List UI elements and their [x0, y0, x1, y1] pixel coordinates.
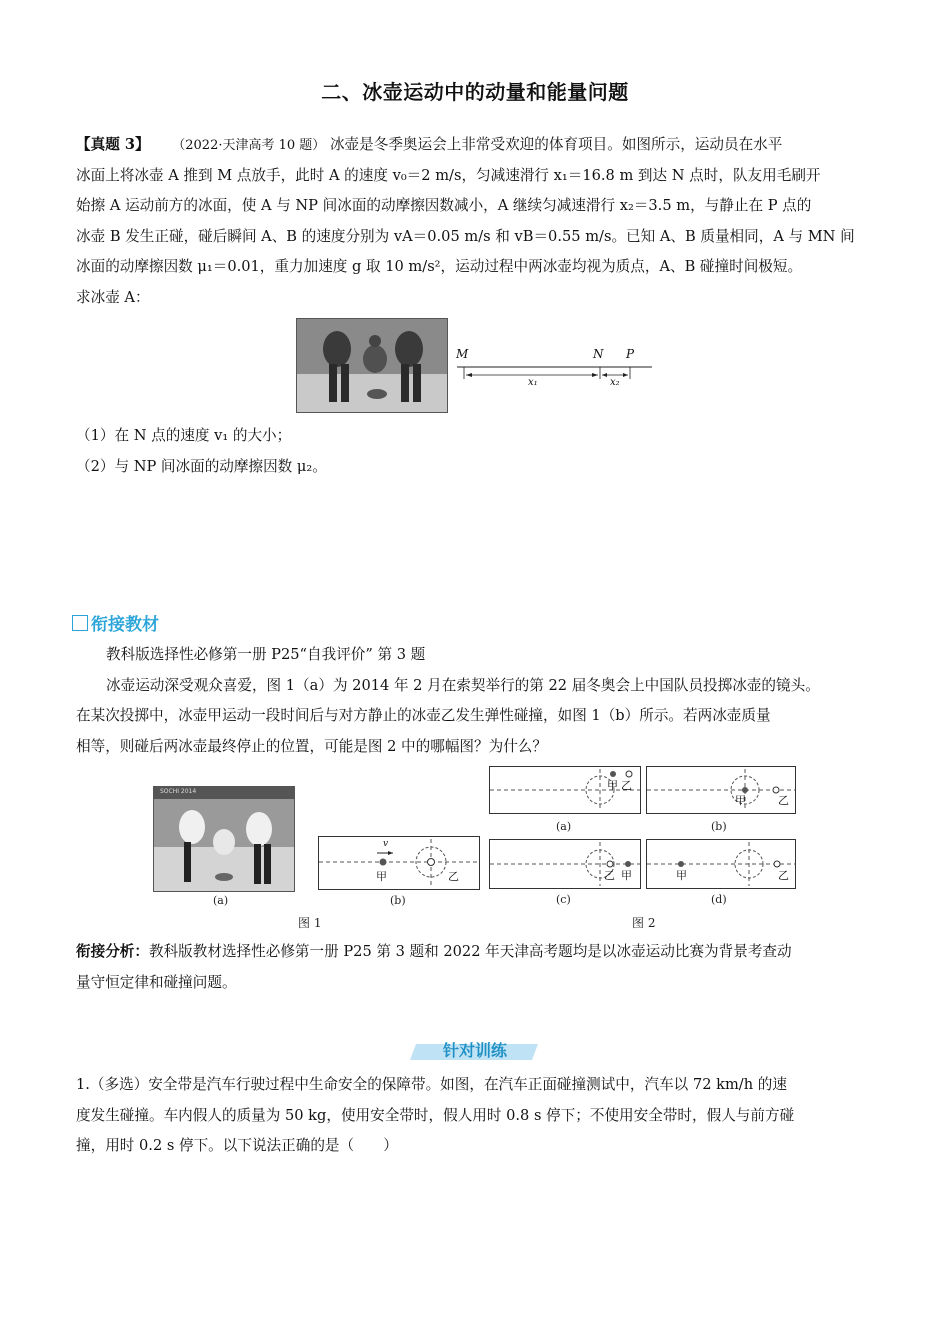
training-banner [410, 1040, 540, 1062]
velocity-label: v [383, 839, 389, 849]
problem-line-4: 冰壶 B 发生正碰，碰后瞬间 A、B 的速度分别为 vA＝0.05 m/s 和 vB＝0.55 m/s。已知 A、B 质量相同，A 与 MN 间 [76, 227, 855, 245]
training-banner-text: 针对训练 [442, 1041, 507, 1060]
fig1-b-caption: (b) [390, 894, 406, 907]
fig2-c-panel [489, 839, 641, 889]
question-1: （1）在 N 点的速度 v₁ 的大小； [76, 427, 292, 444]
label-x2: x₂ [610, 377, 620, 388]
jia-label: 甲 [621, 869, 632, 882]
link-line-1: 冰壶运动深受观众喜爱，图 1（a）为 2014 年 2 月在索契举行的第 22 届冬奥会上中国队员投掷冰壶的镜头。 [106, 676, 820, 694]
problem-line-6: 求冰壶 A： [76, 288, 150, 306]
fig2-a-panel [489, 766, 641, 814]
analysis-block [76, 937, 876, 998]
curling-photo-2 [153, 786, 295, 892]
fig2-title: 图 2 [632, 916, 656, 930]
jia-label: 甲 [607, 779, 618, 792]
curling-sochi-illustration [154, 787, 294, 891]
training-line-2: 度发生碰撞。车内假人的质量为 50 kg，使用安全带时，假人用时 0.8 s 停下；不使用安全带时，假人与前方碰 [76, 1106, 795, 1124]
fig2-a-caption: (a) [556, 820, 572, 833]
problem-block [76, 130, 876, 313]
analysis-line-2: 量守恒定律和碰撞问题。 [76, 973, 237, 991]
fig2-c-svg [490, 840, 640, 888]
link-section-body [76, 640, 876, 762]
mnp-diagram [452, 345, 657, 395]
problem-label: 【真题 3】 [76, 136, 150, 153]
page-title: 二、冰壶运动中的动量和能量问题 [321, 80, 629, 104]
fig2-d-panel [646, 839, 796, 889]
link-line-2: 在某次投掷中，冰壶甲运动一段时间后与对方静止的冰壶乙发生弹性碰撞，如图 1（b）所示。若两冰壶质量 [76, 707, 771, 724]
training-line-3: 撞，用时 0.2 s 停下。以下说法正确的是（ ） [76, 1137, 398, 1154]
label-m: M [456, 347, 469, 361]
jia-label: 甲 [676, 869, 687, 882]
yi-label: 乙 [604, 869, 615, 882]
link-section-heading: 衔接教材 [72, 610, 159, 635]
problem-line-5: 冰面的动摩擦因数 μ₁＝0.01，重力加速度 g 取 10 m/s²，运动过程中两冰壶均视为质点，A、B 碰撞时间极短。 [76, 258, 803, 275]
problem-line-1: 冰壶是冬季奥运会上非常受欢迎的体育项目。如图所示，运动员在水平 [329, 136, 783, 153]
fig1-b-panel [318, 836, 480, 890]
jia-label: 甲 [376, 870, 387, 883]
fig2-c-caption: (c) [556, 893, 571, 906]
label-x1: x₁ [528, 377, 538, 388]
yi-label: 乙 [778, 794, 789, 807]
yi-label: 乙 [621, 779, 632, 792]
jia-label: 甲 [735, 794, 746, 807]
yi-label: 乙 [448, 870, 459, 883]
link-line-3: 相等，则碰后两冰壶最终停止的位置，可能是图 2 中的哪幅图？为什么？ [76, 737, 547, 755]
problem-line-3: 始擦 A 运动前方的冰面，使 A 与 NP 间冰面的动摩擦因数减小，A 继续匀减速滑行 x₂＝3.5 m，与静止在 P 点的 [76, 197, 812, 214]
square-icon [72, 615, 88, 631]
fig2-b-svg [647, 767, 795, 813]
label-p: P [626, 347, 635, 361]
curling-players-illustration [297, 319, 447, 412]
yi-label: 乙 [778, 869, 789, 882]
fig2-d-svg [647, 840, 795, 888]
problem-line-2: 冰面上将冰壶 A 推到 M 点放手，此时 A 的速度 v₀＝2 m/s，匀减速滑行 x₁＝16.8 m 到达 N 点时，队友用毛刷开 [76, 166, 821, 184]
curling-photo-1 [296, 318, 448, 413]
analysis-line-1: 教科版教材选择性必修第一册 P25 第 3 题和 2022 年天津高考题均是以冰壶运动比赛为背景考查动 [148, 943, 792, 960]
questions-block [76, 421, 876, 482]
fig2-d-caption: (d) [711, 893, 727, 906]
label-n: N [593, 347, 604, 361]
fig2-b-caption: (b) [711, 820, 727, 833]
training-block [76, 1070, 876, 1162]
fig1-title: 图 1 [298, 916, 322, 930]
fig1-a-caption: (a) [213, 894, 229, 907]
question-2: （2）与 NP 间冰面的动摩擦因数 μ₂。 [76, 457, 327, 475]
link-source-line: 教科版选择性必修第一册 P25“自我评价” 第 3 题 [106, 646, 426, 663]
problem-source: （2022·天津高考 10 题） [172, 138, 326, 153]
photo-caption-text: SOCHI 2014 [160, 788, 197, 795]
analysis-label: 衔接分析： [76, 943, 149, 960]
training-line-1: 1.（多选）安全带是汽车行驶过程中生命安全的保障带。如图，在汽车正面碰撞测试中，汽车以 72 km/h 的速 [76, 1076, 787, 1093]
fig2-b-panel [646, 766, 796, 814]
